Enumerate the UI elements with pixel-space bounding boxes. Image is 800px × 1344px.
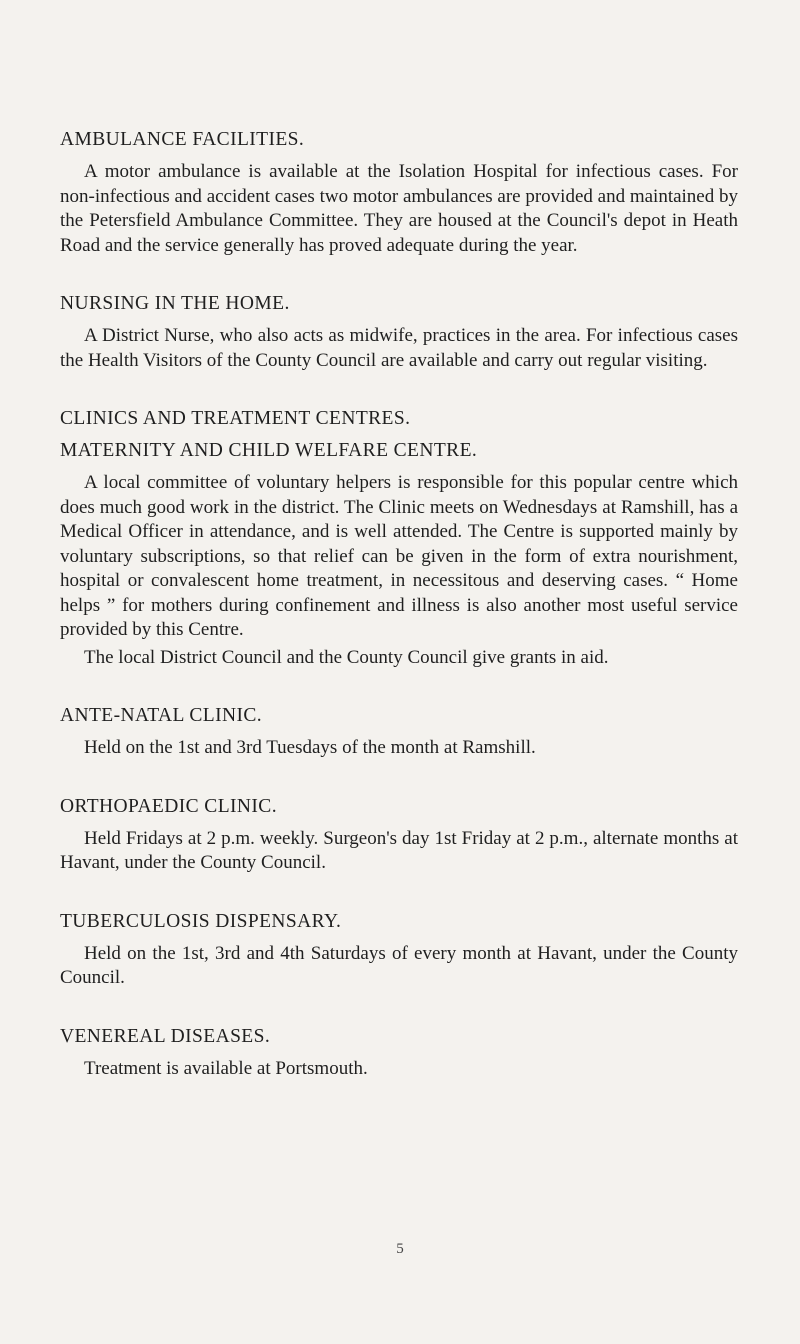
section-ante-natal-clinic [60,704,738,761]
section-heading: AMBULANCE FACILITIES. [60,129,305,150]
page-number: 5 [396,1241,404,1257]
paragraph: A local committee of voluntary helpers is responsible for this popular centre which does much good work in the district. The Clinic meets on Wednesdays at Ramshill, has a Medical Officer in attendance, and is well attended. The Centre is supported mainly by voluntary subscriptions, so that relief can be given in the form of extra nourishment, hospital or convalescent home treatment, in necessitous and deserving cases. “ Home helps ” for mothers during confinement and illness is also another most useful service provided by this Centre. [60,472,738,640]
section-heading: NURSING IN THE HOME. [60,293,290,314]
paragraph: Held on the 1st and 3rd Tuesdays of the month at Ramshill. [84,737,536,758]
paragraph: The local District Council and the County Council give grants in aid. [84,646,609,668]
section-clinics-and-treatment-centres [60,407,738,670]
paragraph: A District Nurse, who also acts as midwife, practices in the area. For infectious cases the Health Visitors of the County Council are available and carry out regular visiting. [60,325,738,371]
section-ambulance-facilities [60,128,738,258]
section-heading: CLINICS AND TREATMENT CENTRES. [60,408,411,429]
paragraph: Held on the 1st, 3rd and 4th Saturdays of every month at Havant, under the County Council. [60,942,738,988]
section-heading: VENEREAL DISEASES. [60,1025,271,1047]
section-subheading: MATERNITY AND CHILD WELFARE CENTRE. [60,440,478,461]
paragraph: Treatment is available at Portsmouth. [84,1057,368,1079]
section-venereal-diseases [60,1025,738,1082]
paragraph: A motor ambulance is available at the Isolation Hospital for infectious cases. For non-infectious and accident cases two motor ambulances are provided and maintained by the Petersfield Ambulance Committee. They are housed at the Council's depot in Heath Road and the service generally has proved adequate during the year. [60,161,738,256]
section-orthopaedic-clinic [60,795,738,876]
section-tuberculosis-dispensary [60,910,738,991]
section-heading: TUBERCULOSIS DISPENSARY. [60,910,342,932]
section-heading: ANTE-NATAL CLINIC. [60,705,263,726]
paragraph: Held Fridays at 2 p.m. weekly. Surgeon's day 1st Friday at 2 p.m., alternate months at Havant, under the County Council. [60,827,738,873]
section-heading: ORTHOPAEDIC CLINIC. [60,795,277,817]
document-page [60,128,738,1115]
section-nursing-in-the-home [60,292,738,373]
